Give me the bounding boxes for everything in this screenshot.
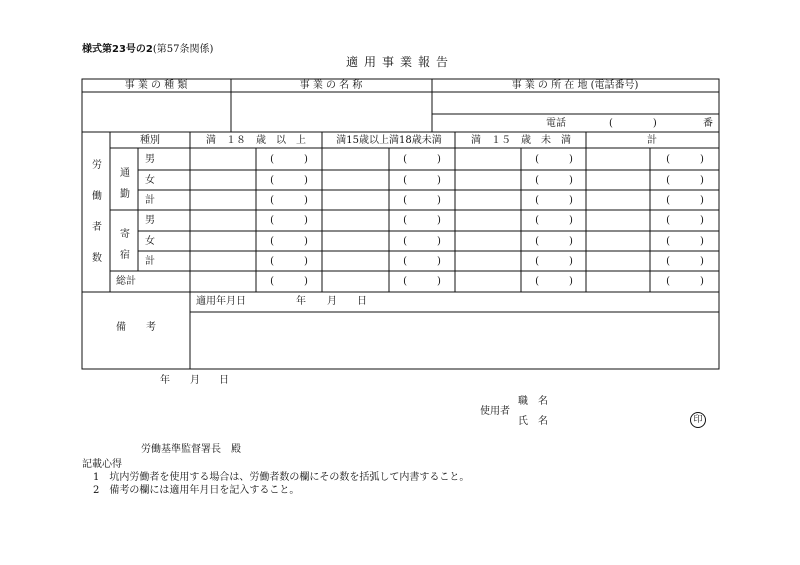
grand-total-label: 総計 (116, 276, 136, 287)
workers-char-1: 労 (92, 160, 102, 171)
header-business-address: 事 業 の 所 在 地 (電話番号) (511, 80, 639, 91)
workers-char-3: 者 (92, 222, 102, 233)
header-business-name: 事 業 の 名 称 (299, 80, 363, 91)
form-number-ref: (第57条関係) (152, 44, 214, 55)
row-label: 女 (145, 175, 155, 186)
inner-count-cell: ( ) (270, 256, 308, 267)
note-item-2: 2 備考の欄には適用年月日を記入すること。 (93, 485, 300, 496)
inner-count-cell: ( ) (535, 256, 573, 267)
inner-count-cell: ( ) (535, 215, 573, 226)
inner-count-cell: ( ) (666, 236, 704, 247)
applied-date-day: 日 (357, 296, 367, 307)
dorm-char-2: 宿 (120, 250, 130, 261)
sign-date-year: 年 (160, 375, 170, 386)
col-total: 計 (647, 135, 657, 146)
dorm-char-1: 寄 (120, 229, 130, 240)
commute-char-2: 勤 (120, 189, 130, 200)
inner-count-cell: ( ) (535, 276, 573, 287)
inner-count-cell: ( ) (403, 154, 441, 165)
phone-area-code: ( ) (609, 118, 657, 129)
inner-count-cell: ( ) (666, 154, 704, 165)
col-18-and-over: 満 １８ 歳 以 上 (206, 135, 306, 146)
name-label: 氏 名 (518, 416, 548, 427)
sign-date-day: 日 (219, 375, 229, 386)
inner-count-cell: ( ) (270, 175, 308, 186)
inner-count-cell: ( ) (403, 175, 441, 186)
inner-count-cell: ( ) (403, 256, 441, 267)
category-label: 種別 (140, 135, 160, 146)
phone-ban: 番 (703, 118, 713, 129)
remarks-label: 備 考 (116, 322, 156, 333)
workers-char-4: 数 (92, 253, 102, 264)
inner-count-cell: ( ) (535, 236, 573, 247)
seal-mark: 印 (690, 412, 706, 428)
position-label: 職 名 (518, 396, 548, 407)
note-item-1: 1 坑内労働者を使用する場合は、労働者数の欄にその数を括弧して内書すること。 (93, 472, 470, 483)
row-label: 男 (145, 215, 155, 226)
inner-count-cell: ( ) (666, 215, 704, 226)
inner-count-cell: ( ) (270, 236, 308, 247)
inner-count-cell: ( ) (535, 195, 573, 206)
inner-count-cell: ( ) (403, 215, 441, 226)
row-label: 計 (145, 256, 155, 267)
row-label: 計 (145, 195, 155, 206)
applied-date-year: 年 (296, 296, 306, 307)
inner-count-cell: ( ) (270, 195, 308, 206)
notes-heading: 記載心得 (82, 459, 122, 470)
workers-char-2: 働 (92, 191, 102, 202)
commute-char-1: 通 (120, 168, 130, 179)
addressee: 労働基準監督署長 殿 (141, 444, 241, 455)
sign-date-month: 月 (190, 375, 200, 386)
col-under-15: 満 １５ 歳 未 満 (471, 135, 571, 146)
inner-count-cell: ( ) (666, 276, 704, 287)
applied-date-month: 月 (327, 296, 337, 307)
inner-count-cell: ( ) (535, 154, 573, 165)
header-business-type: 事 業 の 種 類 (124, 80, 188, 91)
inner-count-cell: ( ) (403, 236, 441, 247)
inner-count-cell: ( ) (403, 276, 441, 287)
row-label: 女 (145, 236, 155, 247)
row-label: 男 (145, 154, 155, 165)
form-number-main: 様式第23号の2 (82, 44, 153, 55)
phone-label: 電話 (546, 118, 566, 129)
inner-count-cell: ( ) (535, 175, 573, 186)
inner-count-cell: ( ) (270, 276, 308, 287)
inner-count-cell: ( ) (666, 195, 704, 206)
inner-count-cell: ( ) (666, 256, 704, 267)
employer-label: 使用者 (480, 406, 510, 417)
inner-count-cell: ( ) (403, 195, 441, 206)
col-15-to-18: 満15歳以上満18歳未満 (336, 135, 442, 146)
inner-count-cell: ( ) (666, 175, 704, 186)
inner-count-cell: ( ) (270, 215, 308, 226)
applied-date-label: 適用年月日 (196, 296, 246, 307)
form-title: 適用事業報告 (345, 55, 454, 69)
inner-count-cell: ( ) (270, 154, 308, 165)
